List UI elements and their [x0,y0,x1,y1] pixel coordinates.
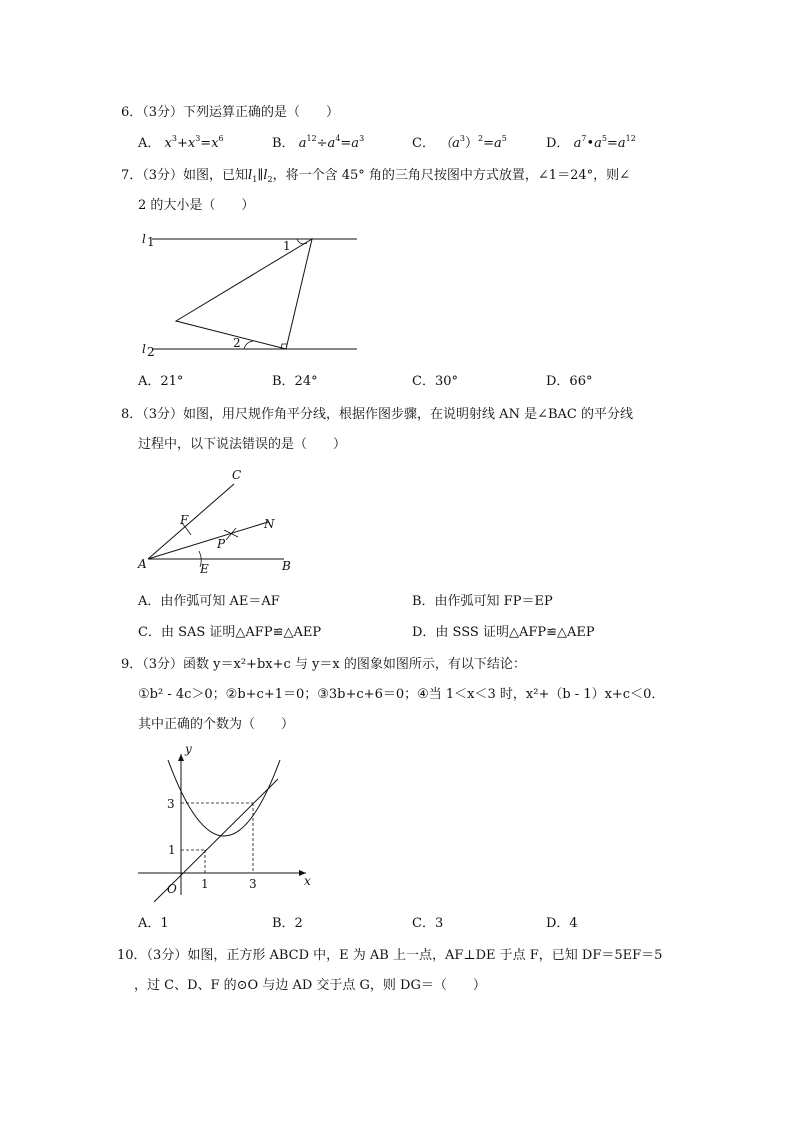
q6-option-c[interactable]: C． $(a^3)^2=a^5$ [412,134,507,151]
parabola [168,760,280,836]
q6-option-a[interactable]: A． $x^3+x^3=x^6$ [138,134,224,151]
label-p: P [217,537,226,551]
q6-stem: 6．（3分）下列运算正确的是（ ） [121,105,340,120]
q7-option-a[interactable]: A．21° [138,374,184,389]
y-axis-arrow [178,754,184,761]
q7-option-b[interactable]: B．24° [272,374,318,389]
label-f: F [180,513,189,527]
q9-option-a[interactable]: A．1 [138,916,169,931]
label-e: E [200,562,209,576]
tick-x3: 3 [249,877,257,891]
label-x: x [304,874,311,888]
q9-option-d[interactable]: D．4 [546,916,578,931]
label-b: B [282,559,291,573]
q8-option-b[interactable]: B．由作弧可知 FP＝EP [412,594,553,609]
q7-option-d[interactable]: D．66° [546,374,593,389]
label-c: C [232,468,242,482]
q6-option-b[interactable]: B． $a^{12}\div a^4=a^3$ [272,134,365,151]
label-l2: l [142,342,146,356]
tick-x1: 1 [201,877,209,891]
label-a: A [138,557,147,571]
q8-option-c[interactable]: C．由 SAS 证明△AFP≌△AEP [138,625,322,640]
q9-stem-line1: 9．（3分）函数 y＝x²+bx+c 与 y＝x 的图象如图所示，有以下结论： [121,657,526,672]
label-l2-sub: 2 [147,345,155,359]
tick-y1: 1 [168,843,176,857]
q9-stem-line3: 其中正确的个数为（ ） [138,717,295,732]
q9-stem-line2: ①b² - 4c＞0；②b+c+1＝0；③3b+c+6＝0；④当 1＜x＜3 时，x²+（b - 1）x+c＜0． [138,687,665,702]
q8-option-a[interactable]: A．由作弧可知 AE＝AF [138,594,280,609]
label-y: y [185,742,192,756]
q9-option-b[interactable]: B．2 [272,916,303,931]
q10-stem-line1: 10．（3分）如图，正方形 ABCD 中，E 为 AB 上一点，AF⊥DE 于点 F，已知 DF＝5EF＝5 [117,948,663,963]
label-l1: l [142,232,146,246]
tick-y3: 3 [167,797,175,811]
label-angle1: 1 [283,239,291,253]
q6-option-d[interactable]: D． $a^7•a^5=a^{12}$ [546,134,636,151]
q7-stem-line2: 2 的大小是（ ） [138,198,255,213]
q7-stem-line1: 7．（3分）如图，已知$l_1\parallel l_2$，将一个含 45° 角的三角尺按图中方式放置，∠1＝24°，则∠ [121,168,630,184]
q10-stem-line2: ，过 C、D、F 的⊙O 与边 AD 交于点 G，则 DG＝（ ） [134,978,486,993]
q9-option-c[interactable]: C．3 [412,916,444,931]
label-n: N [264,517,275,531]
label-angle2: 2 [233,336,241,350]
q8-option-d[interactable]: D．由 SSS 证明△AFP≌△AEP [412,625,595,640]
q8-stem-line1: 8．（3分）如图，用尺规作角平分线，根据作图步骤，在说明射线 AN 是∠BAC 的平分线 [121,407,633,422]
label-origin: O [167,882,177,896]
label-l1-sub: 1 [147,235,155,249]
q7-option-c[interactable]: C．30° [412,374,458,389]
q8-stem-line2: 过程中，以下说法错误的是（ ） [138,437,347,452]
